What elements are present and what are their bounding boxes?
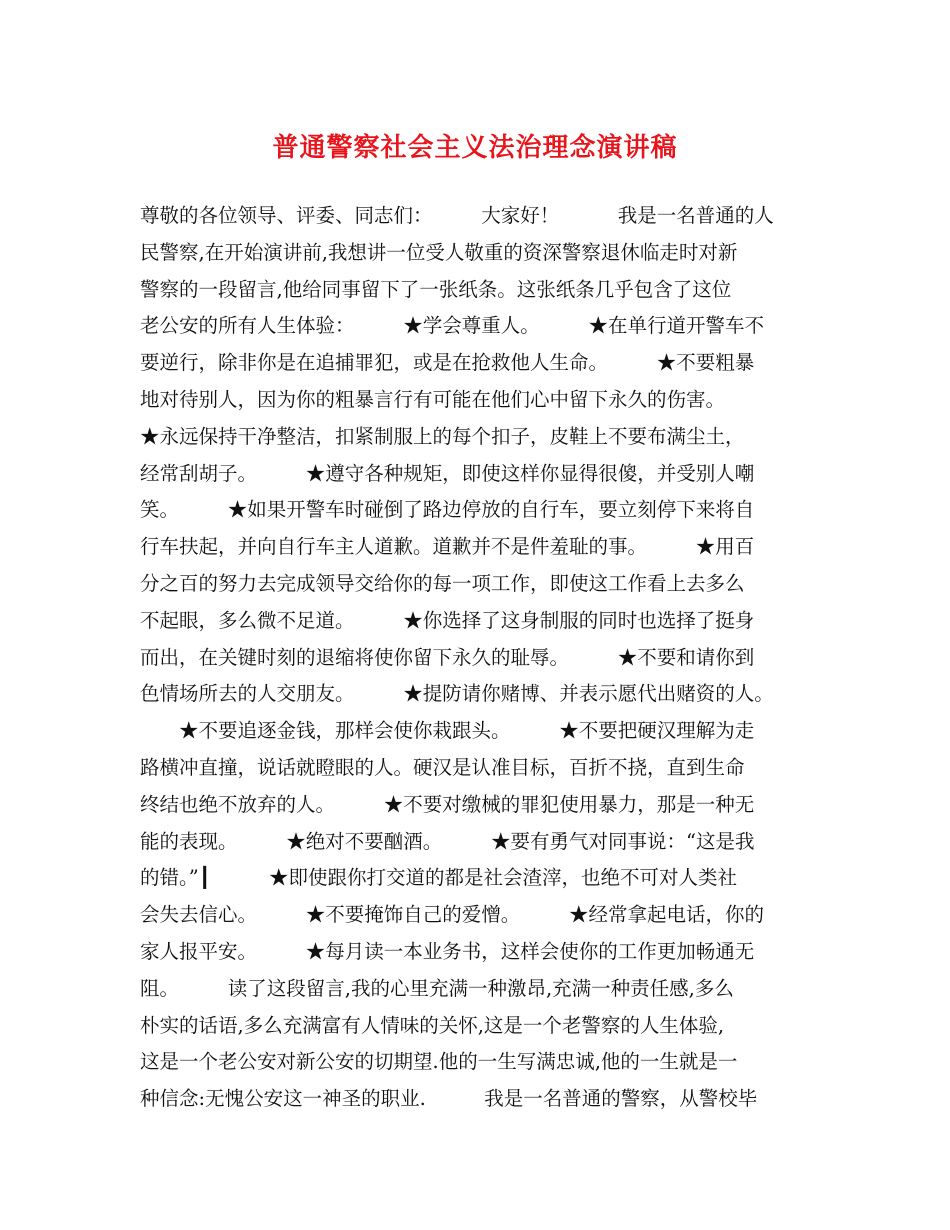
- body-line: 朴实的话语,多么充满富有人情味的关怀,这是一个老警察的人生体验,: [140, 1013, 725, 1037]
- body-line: 笑。 ★如果开警车时碰倒了路边停放的自行车，要立刻停下来将自: [140, 498, 755, 522]
- body-line: 种信念:无愧公安这一神圣的职业. 我是一名普通的警察，从警校毕: [140, 1087, 758, 1111]
- body-line: 色情场所去的人交朋友。 ★提防请你赌博、并表示愿代出赌资的人。: [140, 682, 774, 706]
- body-line: 要逆行，除非你是在追捕罪犯，或是在抢救他人生命。 ★不要粗暴: [140, 351, 755, 375]
- document-body: [140, 198, 840, 1118]
- body-line: 终结也绝不放弃的人。 ★不要对缴械的罪犯使用暴力，那是一种无: [140, 792, 755, 816]
- body-line: 阻。 读了这段留言,我的心里充满一种激昂,充满一种责任感,多么: [140, 976, 734, 1000]
- body-line: 地对待别人，因为你的粗暴言行有可能在他们心中留下永久的伤害。: [140, 387, 726, 411]
- body-line: 能的表现。 ★绝对不要酗酒。 ★要有勇气对同事说：“这是我: [140, 829, 755, 853]
- document-title: 普通警察社会主义法治理念演讲稿: [272, 133, 678, 163]
- body-line: 这是一个老公安对新公安的切期望.他的一生写满忠诚,他的一生就是一: [140, 1050, 738, 1074]
- body-line: 家人报平安。 ★每月读一本业务书，这样会使你的工作更加畅通无: [140, 939, 755, 963]
- body-line: 不起眼，多么微不足道。 ★你选择了这身制服的同时也选择了挺身: [140, 608, 755, 632]
- body-line: 路横冲直撞，说话就瞪眼的人。硬汉是认准目标，百折不挠，直到生命: [140, 755, 745, 779]
- body-line: 行车扶起，并向自行车主人道歉。道歉并不是件羞耻的事。 ★用百: [140, 535, 755, 559]
- body-line: 经常刮胡子。 ★遵守各种规矩，即使这样你显得很傻，并受别人嘲: [140, 461, 755, 485]
- body-line: 分之百的努力去完成领导交给你的每一项工作，即使这工作看上去多么: [140, 571, 745, 595]
- body-line: 的错。”┃ ★即使跟你打交道的都是社会渣滓，也绝不可对人类社: [140, 866, 737, 890]
- body-line: 尊敬的各位领导、评委、同志们： 大家好！ 我是一名普通的人: [140, 204, 774, 227]
- body-line: 会失去信心。 ★不要掩饰自己的爱憎。 ★经常拿起电话，你的: [140, 903, 765, 927]
- body-line: 民警察,在开始演讲前,我想讲一位受人敬重的资深警察退休临走时对新: [140, 240, 738, 264]
- body-line: 警察的一段留言,他给同事留下了一张纸条。这张纸条几乎包含了这位: [140, 277, 732, 301]
- body-line: ★永远保持干净整洁，扣紧制服上的每个扣子，皮鞋上不要布满尘土，: [140, 424, 745, 448]
- body-line: 老公安的所有人生体验： ★学会尊重人。 ★在单行道开警车不: [140, 314, 765, 338]
- body-line: 而出，在关键时刻的退缩将使你留下永久的耻辱。 ★不要和请你到: [140, 645, 755, 669]
- body-line: ★不要追逐金钱，那样会使你栽跟头。 ★不要把硬汉理解为走: [140, 719, 755, 743]
